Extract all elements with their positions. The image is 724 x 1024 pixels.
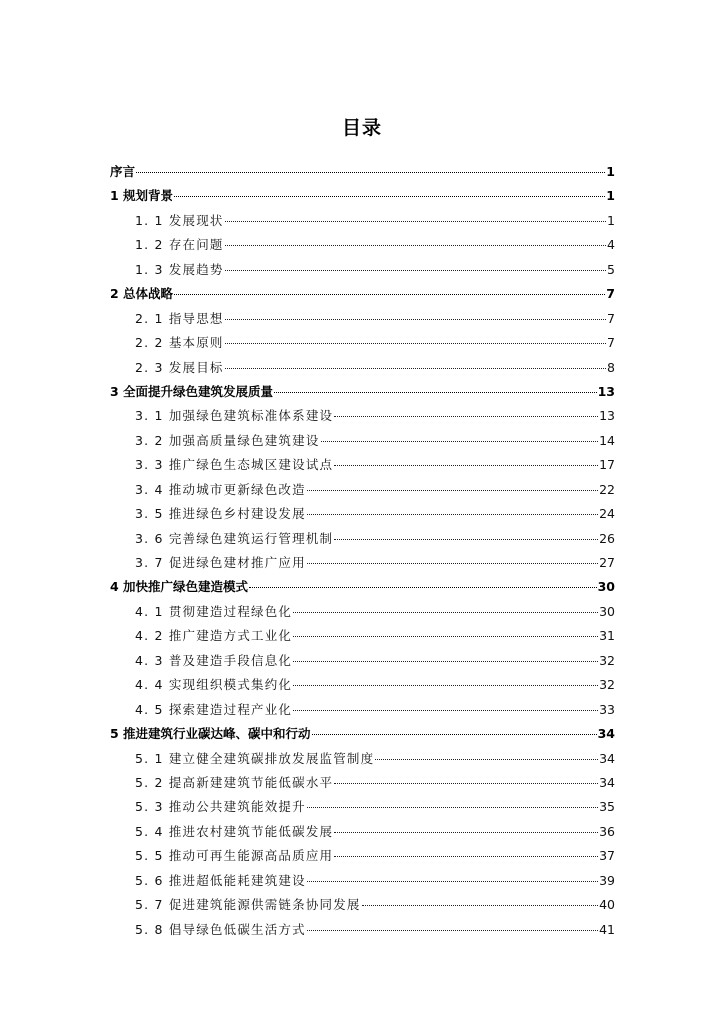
toc-entry-label: 3. 3 推广绿色生态城区建设试点 — [135, 457, 334, 473]
toc-entry-page-number: 39 — [599, 872, 615, 888]
toc-entry-page-number: 7 — [606, 286, 615, 302]
dot-leader — [334, 465, 598, 466]
toc-section-entry[interactable] — [110, 480, 615, 504]
toc-entry-label: 2. 2 基本原则 — [135, 335, 224, 351]
dot-leader — [225, 319, 606, 320]
toc-entry-page-number: 33 — [599, 701, 615, 717]
dot-leader — [362, 905, 598, 906]
toc-entry-label: 4. 5 探索建造过程产业化 — [135, 701, 293, 717]
toc-entry-page-number: 1 — [607, 212, 615, 228]
toc-entry-page-number: 41 — [599, 921, 615, 937]
toc-entry-page-number: 30 — [599, 603, 615, 619]
toc-entry-page-number: 32 — [599, 652, 615, 668]
toc-section-entry[interactable] — [110, 431, 615, 455]
toc-entry-page-number: 26 — [599, 530, 615, 546]
toc-entry-label: 2. 3 发展目标 — [135, 359, 224, 375]
dot-leader — [293, 710, 598, 711]
toc-section-entry[interactable] — [110, 529, 615, 553]
toc-section-entry[interactable] — [110, 260, 615, 284]
toc-entry-label: 3. 1 加强绿色建筑标准体系建设 — [135, 408, 334, 424]
toc-entry-label: 1. 2 存在问题 — [135, 237, 224, 253]
toc-entry-page-number: 27 — [599, 555, 615, 570]
dot-leader — [249, 587, 597, 588]
toc-entry-label: 4 加快推广绿色建造模式 — [110, 579, 249, 595]
dot-leader — [225, 245, 606, 246]
dot-leader — [307, 807, 598, 808]
toc-section-entry[interactable] — [110, 920, 615, 944]
toc-entry-label: 1. 1 发展现状 — [135, 212, 224, 228]
dot-leader — [225, 343, 606, 344]
dot-leader — [375, 759, 598, 760]
toc-chapter-entry[interactable] — [110, 724, 615, 748]
toc-entry-label: 4. 4 实现组织模式集约化 — [135, 677, 293, 693]
dot-leader — [293, 685, 598, 686]
toc-entry-page-number: 13 — [597, 383, 615, 399]
toc-entry-label: 5. 8 倡导绿色低碳生活方式 — [135, 921, 306, 937]
toc-entry-label: 3. 7 促进绿色建材推广应用 — [135, 555, 306, 570]
dot-leader — [307, 514, 598, 515]
toc-entry-label: 5. 5 推动可再生能源高品质应用 — [135, 848, 334, 864]
toc-section-entry[interactable] — [110, 626, 615, 650]
toc-entry-page-number: 32 — [599, 677, 615, 693]
toc-chapter-entry[interactable] — [110, 577, 615, 601]
dot-leader — [307, 881, 598, 882]
toc-entry-label: 5 推进建筑行业碳达峰、碳中和行动 — [110, 726, 311, 742]
toc-entry-page-number: 8 — [607, 359, 615, 375]
toc-entry-label: 5. 6 推进超低能耗建筑建设 — [135, 872, 306, 888]
toc-entry-label: 4. 1 贯彻建造过程绿色化 — [135, 603, 293, 619]
toc-entry-page-number: 31 — [599, 628, 615, 644]
toc-entry-page-number: 4 — [607, 237, 615, 253]
toc-entry-label: 3. 5 推进绿色乡村建设发展 — [135, 506, 306, 522]
toc-entry-page-number: 34 — [597, 726, 615, 742]
dot-leader — [293, 661, 598, 662]
dot-leader — [312, 734, 597, 735]
toc-entry-label: 3 全面提升绿色建筑发展质量 — [110, 383, 274, 399]
dot-leader — [174, 196, 605, 197]
toc-section-entry[interactable] — [110, 309, 615, 333]
toc-section-entry[interactable] — [110, 553, 615, 577]
toc-section-entry[interactable] — [110, 675, 615, 699]
toc-entry-page-number: 14 — [599, 432, 615, 448]
toc-entry-label: 5. 3 推动公共建筑能效提升 — [135, 799, 306, 815]
toc-section-entry[interactable] — [110, 871, 615, 895]
toc-entry-label: 5. 4 推进农村建筑节能低碳发展 — [135, 823, 334, 839]
dot-leader — [334, 416, 598, 417]
toc-entry-label: 1. 3 发展趋势 — [135, 261, 224, 277]
dot-leader — [334, 783, 598, 784]
toc-section-entry[interactable] — [110, 846, 615, 870]
dot-leader — [225, 368, 606, 369]
toc-entry-page-number: 34 — [599, 750, 615, 766]
toc-section-entry[interactable] — [110, 822, 615, 846]
dot-leader — [334, 539, 598, 540]
toc-entry-label: 4. 3 普及建造手段信息化 — [135, 652, 293, 668]
dot-leader — [307, 930, 598, 931]
toc-section-entry[interactable] — [110, 358, 615, 382]
toc-section-entry[interactable] — [110, 797, 615, 821]
toc-section-entry[interactable] — [110, 333, 615, 357]
dot-leader — [334, 832, 598, 833]
toc-entry-page-number: 17 — [599, 457, 615, 473]
dot-leader — [307, 490, 598, 491]
toc-entry-label: 2 总体战略 — [110, 286, 174, 302]
toc-entry-label: 2. 1 指导思想 — [135, 310, 224, 326]
toc-entry-page-number: 34 — [599, 774, 615, 790]
toc-entry-page-number: 35 — [599, 799, 615, 815]
toc-entry-page-number: 7 — [607, 310, 615, 326]
toc-entry-label: 4. 2 推广建造方式工业化 — [135, 628, 293, 644]
toc-chapter-entry[interactable] — [110, 162, 615, 186]
toc-entry-page-number: 1 — [606, 188, 615, 204]
toc-section-entry[interactable] — [110, 406, 615, 430]
toc-entry-label: 5. 1 建立健全建筑碳排放发展监管制度 — [135, 750, 375, 766]
toc-title: 目录 — [341, 117, 382, 139]
toc-entry-page-number: 7 — [607, 335, 615, 351]
dot-leader — [334, 856, 598, 857]
dot-leader — [321, 441, 599, 442]
toc-entry-label: 3. 6 完善绿色建筑运行管理机制 — [135, 530, 334, 546]
dot-leader — [174, 294, 605, 295]
toc-section-entry[interactable] — [110, 235, 615, 259]
toc-entry-label: 3. 4 推动城市更新绿色改造 — [135, 481, 306, 497]
toc-entry-page-number: 5 — [607, 261, 615, 277]
table-of-contents — [110, 162, 615, 944]
dot-leader — [136, 172, 605, 173]
dot-leader — [225, 221, 606, 222]
toc-entry-page-number: 13 — [599, 408, 615, 424]
toc-section-entry[interactable] — [110, 773, 615, 797]
toc-section-entry[interactable] — [110, 211, 615, 235]
toc-entry-label: 3. 2 加强高质量绿色建筑建设 — [135, 432, 320, 448]
toc-section-entry[interactable] — [110, 895, 615, 919]
toc-chapter-entry[interactable] — [110, 186, 615, 210]
dot-leader — [293, 636, 598, 637]
toc-chapter-entry[interactable] — [110, 382, 615, 406]
toc-section-entry[interactable] — [110, 602, 615, 626]
toc-section-entry[interactable] — [110, 504, 615, 528]
toc-section-entry[interactable] — [110, 700, 615, 724]
toc-entry-page-number: 22 — [599, 481, 615, 497]
toc-entry-label: 5. 2 提高新建建筑节能低碳水平 — [135, 774, 334, 790]
toc-section-entry[interactable] — [110, 749, 615, 773]
dot-leader — [225, 270, 606, 271]
toc-entry-page-number: 40 — [599, 897, 615, 913]
toc-entry-label: 序言 — [110, 164, 136, 179]
toc-entry-page-number: 37 — [599, 848, 615, 864]
toc-entry-label: 5. 7 促进建筑能源供需链条协同发展 — [135, 897, 361, 913]
toc-section-entry[interactable] — [110, 455, 615, 479]
toc-section-entry[interactable] — [110, 651, 615, 675]
dot-leader — [307, 563, 598, 564]
toc-entry-page-number: 36 — [599, 823, 615, 839]
dot-leader — [274, 392, 597, 393]
toc-entry-page-number: 24 — [599, 506, 615, 522]
toc-entry-page-number: 1 — [606, 164, 615, 179]
toc-entry-label: 1 规划背景 — [110, 188, 174, 204]
toc-entry-page-number: 30 — [597, 579, 615, 595]
toc-chapter-entry[interactable] — [110, 284, 615, 308]
dot-leader — [293, 612, 598, 613]
